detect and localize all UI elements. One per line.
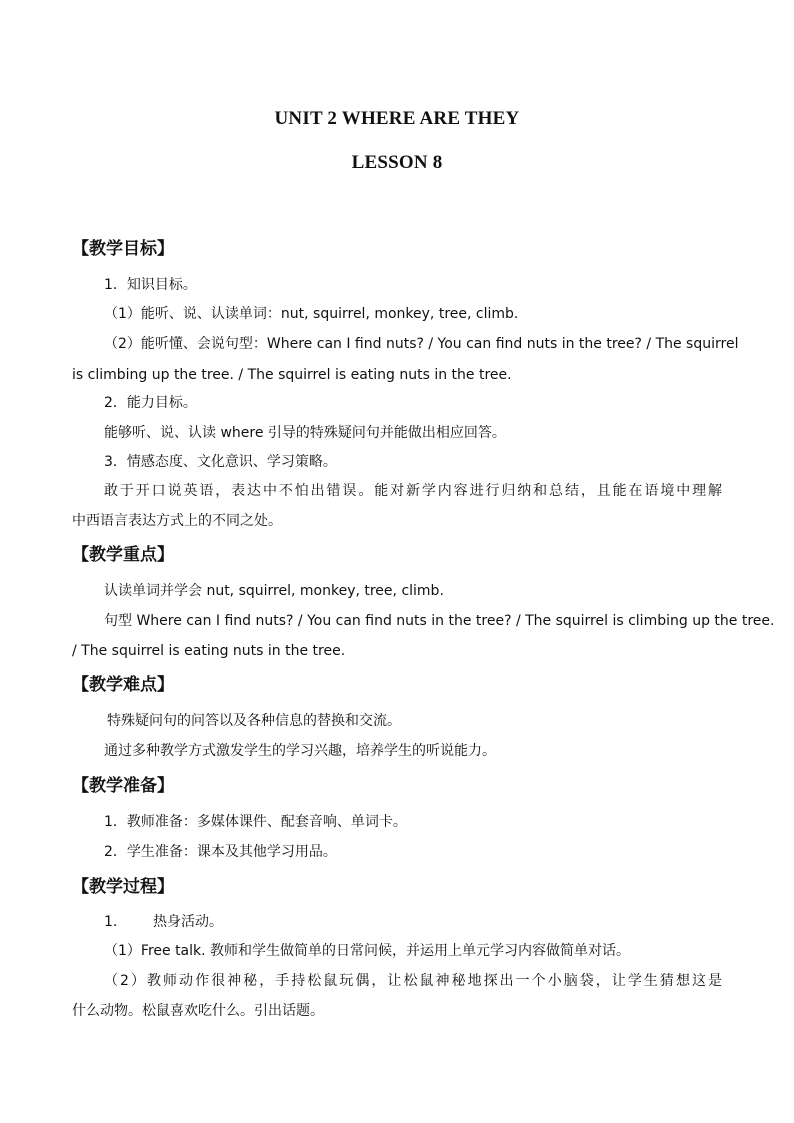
process-line: 什么动物。松鼠喜欢吃什么。引出话题。 bbox=[72, 1003, 324, 1019]
key-points-heading: 【教学重点】 bbox=[72, 545, 174, 565]
objectives-heading: 【教学目标】 bbox=[72, 239, 174, 259]
preparation-heading: 【教学准备】 bbox=[72, 776, 174, 796]
objectives-line: 敢于开口说英语，表达中不怕出错误。能对新学内容进行归纳和总结，且能在语境中理解 bbox=[104, 483, 722, 499]
key-points-line: / The squirrel is eating nuts in the tree. bbox=[72, 643, 346, 659]
preparation-line: 1．教师准备：多媒体课件、配套音响、单词卡。 bbox=[104, 814, 407, 830]
lesson-title: LESSON 8 bbox=[351, 152, 443, 173]
difficulties-heading: 【教学难点】 bbox=[72, 675, 174, 695]
key-points-line: 句型 Where can I find nuts? / You can find nuts in the tree? / The squirrel is climbing up the tree. bbox=[104, 613, 775, 629]
process-heading: 【教学过程】 bbox=[72, 877, 174, 897]
objectives-line: 1．知识目标。 bbox=[104, 277, 197, 293]
key-points-line: 认读单词并学会 nut, squirrel, monkey, tree, climb. bbox=[104, 583, 444, 599]
objectives-line: 能够听、说、认读 where 引导的特殊疑问句并能做出相应回答。 bbox=[104, 425, 506, 441]
difficulties-line: 特殊疑问句的问答以及各种信息的替换和交流。 bbox=[107, 713, 401, 729]
objectives-line: is climbing up the tree. / The squirrel is eating nuts in the tree. bbox=[72, 367, 512, 383]
objectives-line: 3．情感态度、文化意识、学习策略。 bbox=[104, 454, 337, 470]
difficulties-line: 通过多种教学方式激发学生的学习兴趣，培养学生的听说能力。 bbox=[104, 743, 496, 759]
process-line: （2）教师动作很神秘，手持松鼠玩偶，让松鼠神秘地探出一个小脑袋，让学生猜想这是 bbox=[104, 973, 722, 989]
process-line: 1. 热身活动。 bbox=[104, 914, 223, 930]
unit-title: UNIT 2 WHERE ARE THEY bbox=[274, 108, 520, 129]
process-line: （1）Free talk. 教师和学生做简单的日常问候，并运用上单元学习内容做简单对话。 bbox=[104, 943, 631, 959]
objectives-line: （2）能听懂、会说句型：Where can I find nuts? / You can find nuts in the tree? / The squirrel bbox=[104, 336, 739, 352]
objectives-line: （1）能听、说、认读单词：nut, squirrel, monkey, tree, climb. bbox=[104, 306, 519, 322]
objectives-line: 中西语言表达方式上的不同之处。 bbox=[72, 513, 282, 529]
preparation-line: 2．学生准备：课本及其他学习用品。 bbox=[104, 844, 337, 860]
objectives-line: 2．能力目标。 bbox=[104, 395, 197, 411]
